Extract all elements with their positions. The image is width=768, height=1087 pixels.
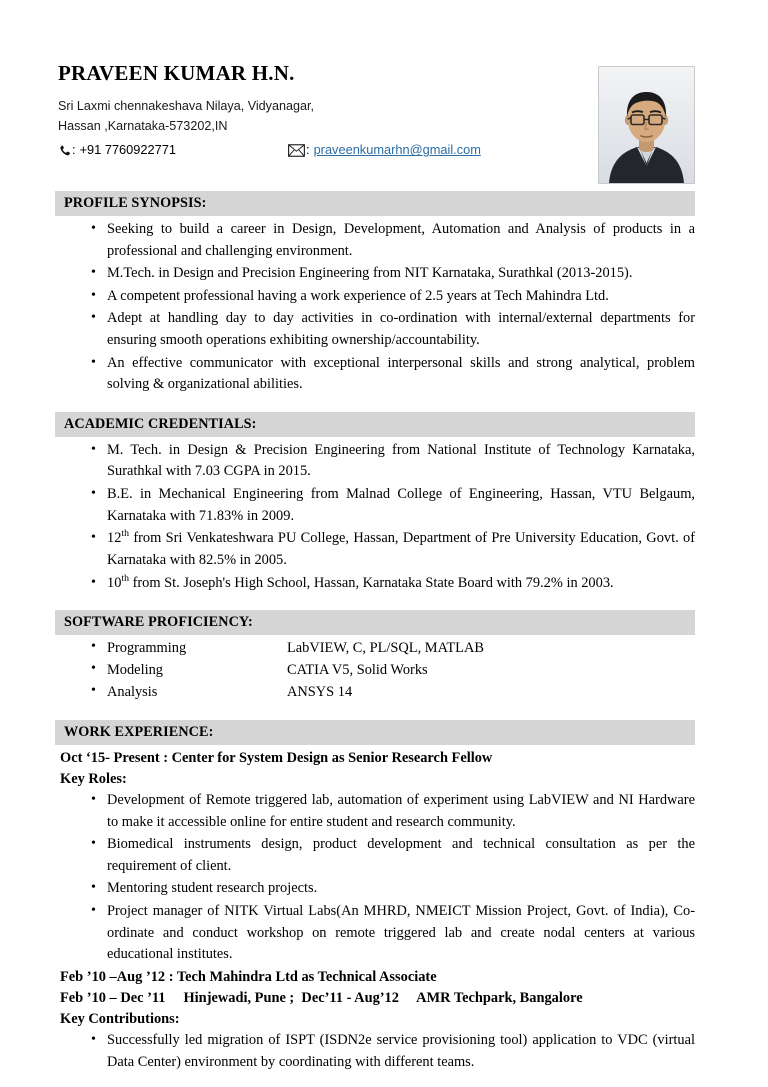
ordinal-suffix: th — [121, 572, 129, 584]
software-row — [55, 638, 695, 659]
list-item: • M.Tech. in Design and Precision Engineering from NIT Karnataka, Surathkal (2013-2015). — [55, 263, 695, 285]
list-item-text: from St. Joseph's High School, Hassan, Karnataka State Board with 79.2% in 2003. — [129, 574, 614, 591]
key-roles-label: Key Roles: — [60, 770, 127, 787]
email-separator: : — [306, 142, 310, 158]
avatar — [598, 66, 695, 184]
software-category: Modeling — [107, 662, 163, 679]
list-item-text: from Sri Venkateshwara PU College, Hassan, Department of Pre University Education, Govt. of Karnataka with 82.5% in 2005. — [107, 530, 695, 568]
profile-bullet-list — [55, 219, 695, 396]
software-row — [55, 660, 695, 681]
job-headline-1: Oct ‘15- Present : Center for System Design as Senior Research Fellow — [60, 749, 493, 766]
list-item — [55, 528, 695, 571]
list-item — [55, 573, 695, 595]
phone-number: +91 7760922771 — [79, 142, 176, 158]
list-item: • A competent professional having a work experience of 2.5 years at Tech Mahindra Ltd. — [55, 286, 695, 308]
resume-content — [55, 62, 695, 1079]
ordinal-suffix: th — [121, 528, 129, 540]
list-item: • Biomedical instruments design, product development and technical consultation as per the requirement of client. — [55, 834, 695, 877]
address-line-2: Hassan ,Karnataka-573202,IN — [58, 119, 228, 134]
envelope-icon — [288, 144, 305, 157]
section-body-academic — [55, 437, 695, 599]
phone-separator: : — [72, 142, 76, 158]
software-tools: LabVIEW, C, PL/SQL, MATLAB — [287, 640, 484, 657]
key-contributions-label: Key Contributions: — [60, 1011, 180, 1028]
job-headline-2: Feb ’10 –Aug ’12 : Tech Mahindra Ltd as Technical Associate — [60, 968, 437, 985]
page-title: PRAVEEN KUMAR H.N. — [58, 61, 295, 85]
ordinal-base: 10 — [107, 574, 122, 591]
software-category: Analysis — [107, 684, 158, 701]
section-header-profile: PROFILE SYNOPSIS: — [55, 191, 695, 216]
email-contact — [288, 142, 481, 157]
section-body-software — [55, 635, 695, 709]
list-item: • Project manager of NITK Virtual Labs(An MHRD, NMEICT Mission Project, Govt. of India), Co-ordinate and conduct workshop on remote triggered lab and create nodal centers at various educational institutes. — [55, 901, 695, 966]
academic-bullet-list — [55, 440, 695, 594]
software-row — [55, 682, 695, 703]
email-link[interactable]: praveenkumarhn@gmail.com — [313, 142, 481, 158]
address-line-1: Sri Laxmi chennakeshava Nilaya, Vidyanagar, — [58, 99, 314, 114]
list-item: • Adept at handling day to day activities in co-ordination with internal/external departments for ensuring smooth operations exhibiting ownership/accountability. — [55, 308, 695, 351]
list-item: • B.E. in Mechanical Engineering from Malnad College of Engineering, Hassan, VTU Belgaum, Karnataka with 71.83% in 2009. — [55, 484, 695, 527]
resume-header — [55, 62, 695, 180]
software-tools: CATIA V5, Solid Works — [287, 662, 428, 679]
job1-bullet-list — [55, 790, 695, 966]
section-header-academic: ACADEMIC CREDENTIALS: — [55, 412, 695, 437]
section-header-work: WORK EXPERIENCE: — [55, 720, 695, 745]
section-header-software: SOFTWARE PROFICIENCY: — [55, 610, 695, 635]
software-category: Programming — [107, 640, 187, 657]
phone-icon — [58, 144, 71, 158]
list-item: • Development of Remote triggered lab, automation of experiment using LabVIEW and NI Hardware to make it accessible online for entire student and research community. — [55, 790, 695, 833]
list-item: • M. Tech. in Design & Precision Engineering from National Institute of Technology Karnataka, Surathkal with 7.03 CGPA in 2015. — [55, 440, 695, 483]
software-tools: ANSYS 14 — [287, 684, 353, 701]
list-item: • Successfully led migration of ISPT (ISDN2e service provisioning tool) application to VDC (virtual Data Center) environment by coordinating with different teams. — [55, 1030, 695, 1073]
section-body-profile — [55, 216, 695, 401]
list-item: • Mentoring student research projects. — [55, 878, 695, 900]
job2-bullet-list — [55, 1030, 695, 1073]
phone-contact — [58, 142, 288, 157]
ordinal-base: 12 — [107, 530, 122, 547]
job-locations-2: Feb ’10 – Dec ’11 Hinjewadi, Pune ; Dec’11 - Aug’12 AMR Techpark, Bangalore — [60, 990, 583, 1007]
section-body-work — [55, 745, 695, 1079]
list-item: • Seeking to build a career in Design, Development, Automation and Analysis of products in a professional and challenging environment. — [55, 219, 695, 262]
list-item: • An effective communicator with exceptional interpersonal skills and strong analytical, problem solving & organizational abilities. — [55, 353, 695, 396]
